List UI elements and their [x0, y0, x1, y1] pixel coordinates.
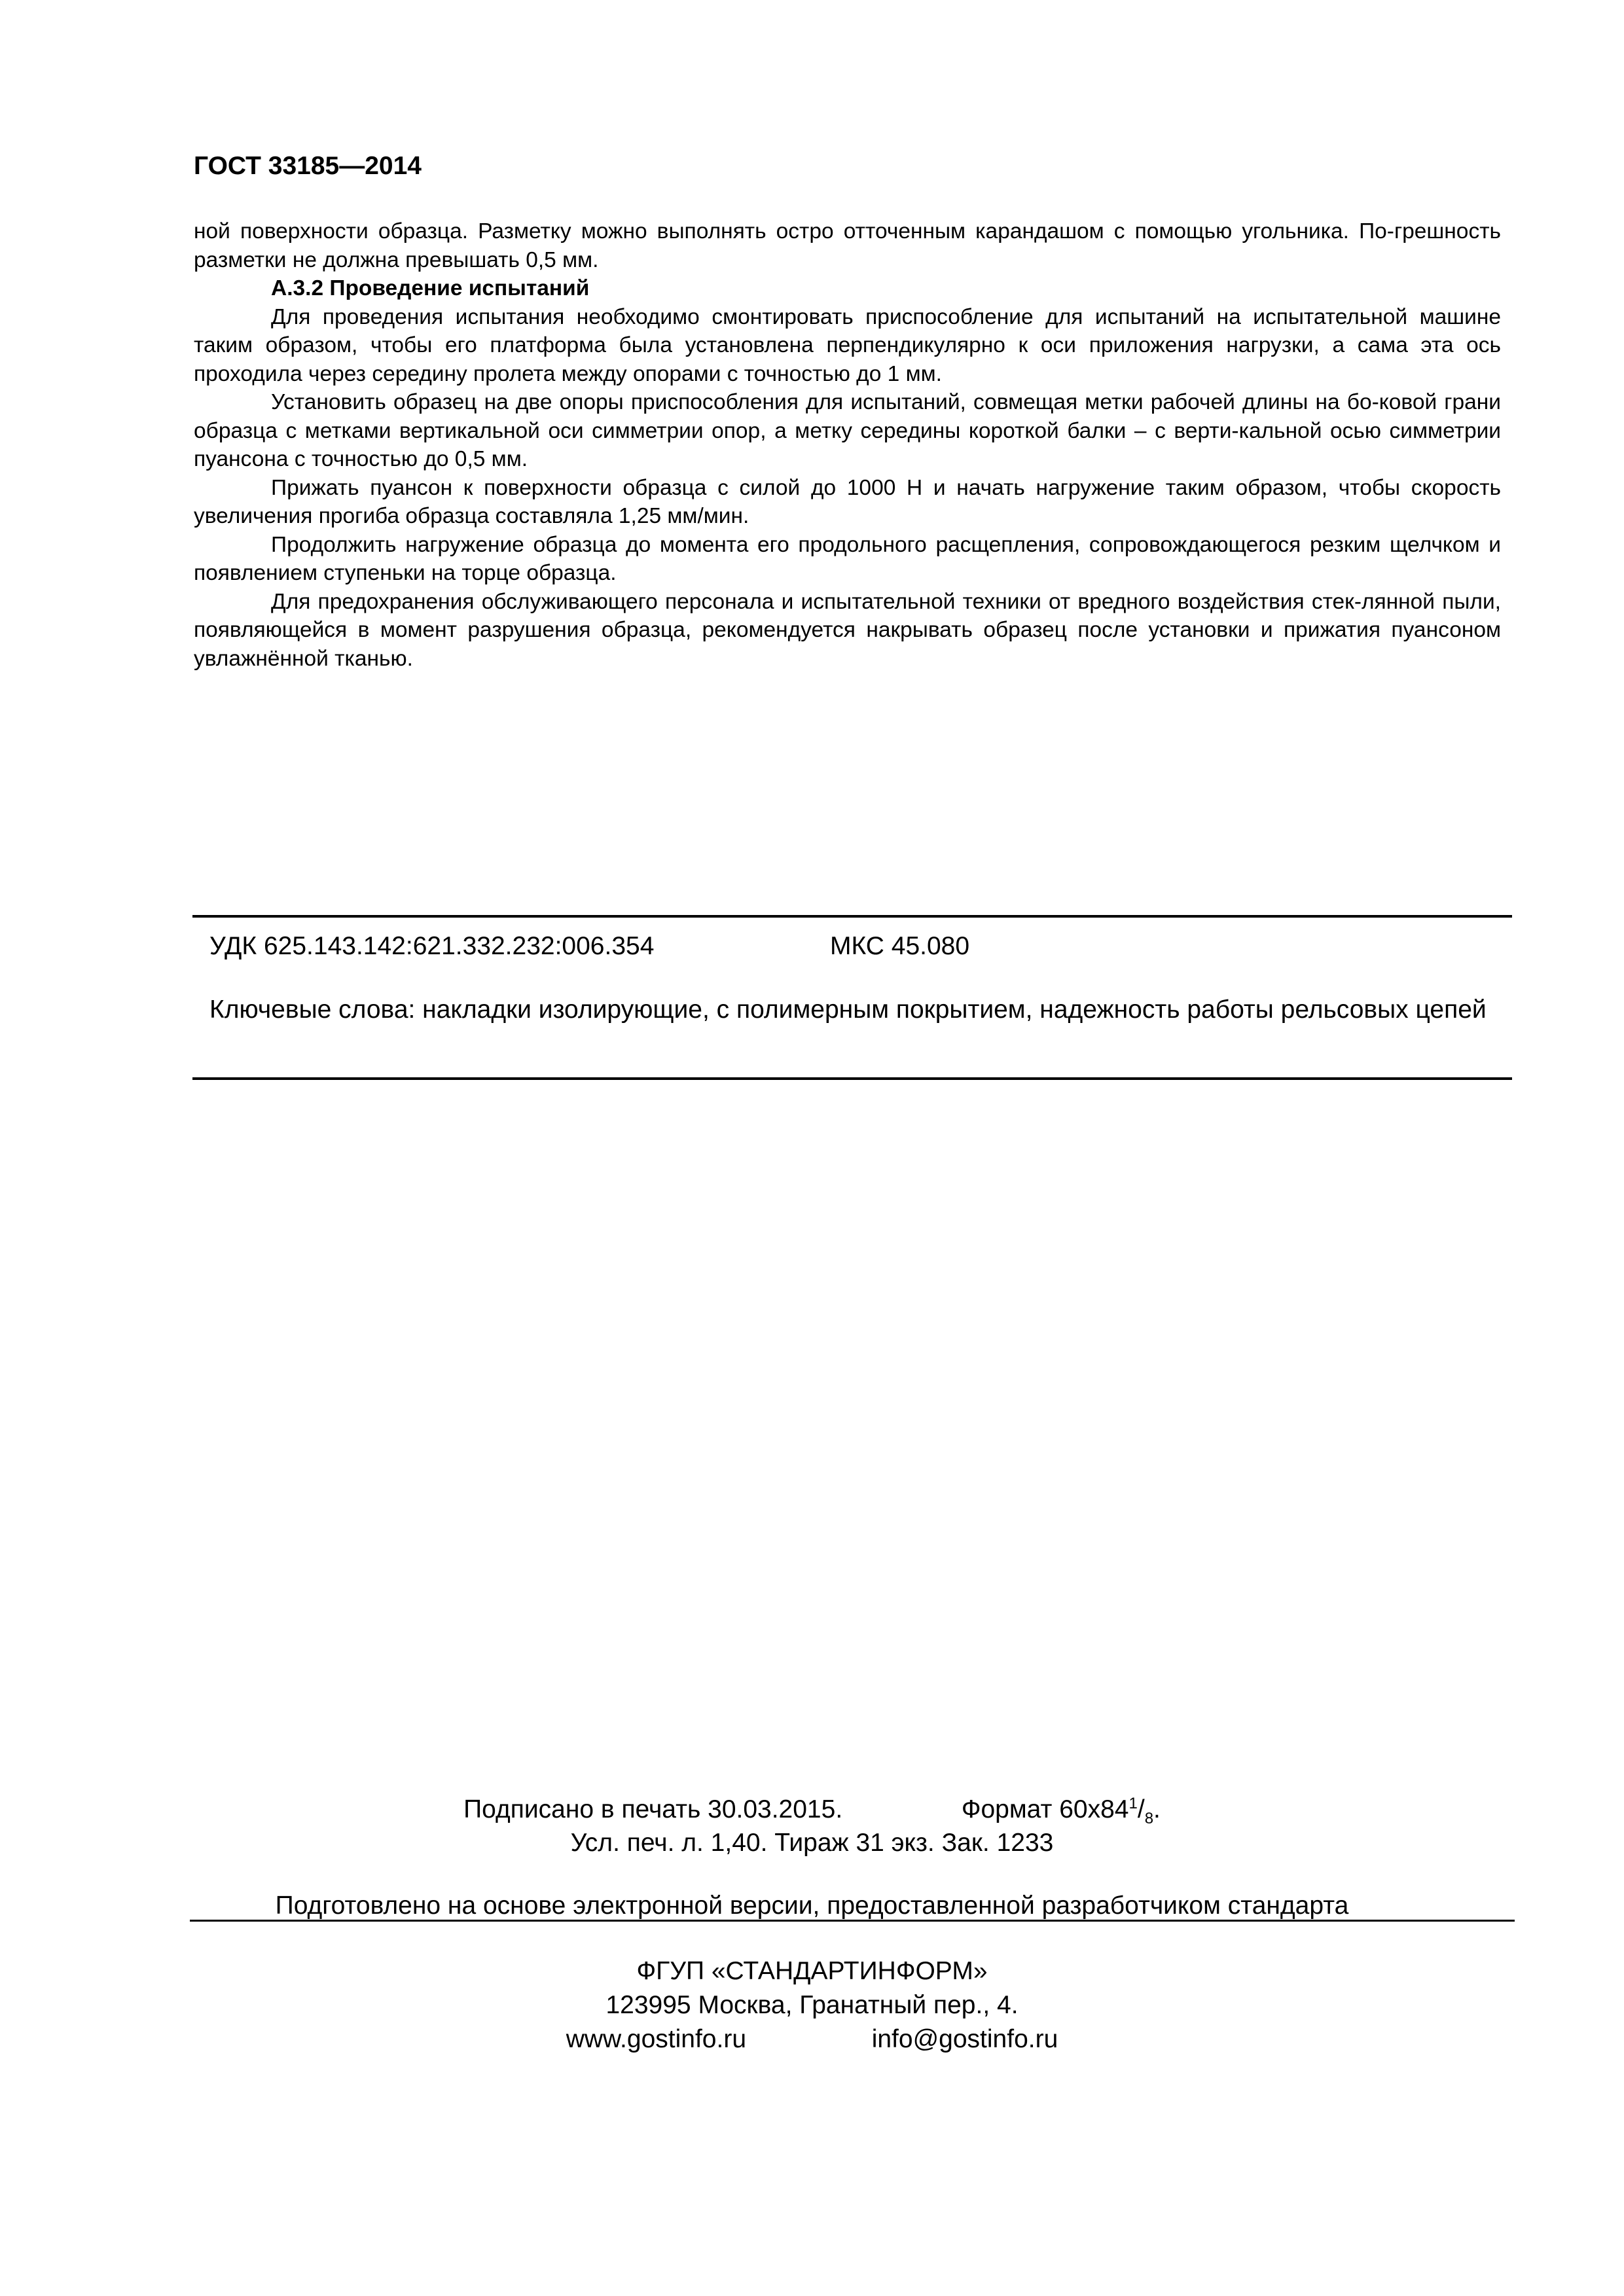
contacts-line — [0, 2025, 1624, 2054]
publisher: ФГУП «СТАНДАРТИНФОРМ» — [636, 1957, 988, 1985]
divider-top — [192, 915, 1512, 918]
website-link[interactable]: www.gostinfo.ru — [566, 2025, 747, 2053]
mks-code: МКС 45.080 — [830, 932, 970, 960]
paragraph: Установить образец на две опоры приспособления для испытаний, совмещая метки рабочей длины на бо-ковой грани образца с метками вертикальной оси симметрии опор, а метку середины короткой балки – с верти-кальной осью симметрии пуансона с точностью до 0,5 мм. — [194, 390, 1501, 471]
imprint-signed-line — [0, 1795, 1624, 1828]
paragraph: Прижать пуансон к поверхности образца с силой до 1000 Н и начать нагружение таким образом, чтобы скорость увеличения прогиба образца составляла 1,25 мм/мин. — [194, 475, 1501, 528]
divider-bottom — [192, 1077, 1512, 1080]
keywords: Ключевые слова: накладки изолирующие, с полимерным покрытием, надежность работы рельсовых цепей — [209, 996, 1487, 1024]
divider-imprint — [190, 1920, 1515, 1922]
body-text — [194, 217, 1501, 673]
section-title: А.3.2 Проведение испытаний — [271, 276, 590, 300]
udk-code: УДК 625.143.142:621.332.232:006.354 — [209, 932, 655, 960]
document-header: ГОСТ 33185—2014 — [194, 152, 422, 180]
format: Формат $60x84^1/_8$. — [961, 1795, 1161, 1827]
print-info: Усл. печ. л. 1,40. Тираж 31 экз. Зак. 1233 — [570, 1829, 1054, 1857]
paragraph: Для проведения испытания необходимо смонтировать приспособление для испытаний на испытательной машине таким образом, чтобы его платформа была установлена перпендикулярно к оси приложения нагрузки, а сама эта ось проходила через середину пролета между опорами с точностью до 1 мм. — [194, 304, 1501, 386]
paragraph: Продолжить нагружение образца до момента его продольного расщепления, сопровождающегося резким щелчком и появлением ступеньки на торце образца. — [194, 532, 1501, 585]
prepared-note: Подготовлено на основе электронной версии, предоставленной разработчиком стандарта — [275, 1892, 1349, 1920]
paragraph: ной поверхности образца. Разметку можно выполнять остро отточенным карандашом с помощью угольника. По-грешность разметки не должна превышать 0,5 мм. — [194, 219, 1501, 272]
email-link[interactable]: info@gostinfo.ru — [871, 2025, 1058, 2053]
signed-date: Подписано в печать 30.03.2015. — [463, 1795, 843, 1823]
paragraph: Для предохранения обслуживающего персонала и испытательной техники от вредного воздействия стек-лянной пыли, появляющейся в момент разрушения образца, рекомендуется накрывать образец после установки и прижатия пуансоном увлажнённой тканью. — [194, 589, 1501, 671]
publisher-address: 123995 Москва, Гранатный пер., 4. — [605, 1991, 1019, 2019]
